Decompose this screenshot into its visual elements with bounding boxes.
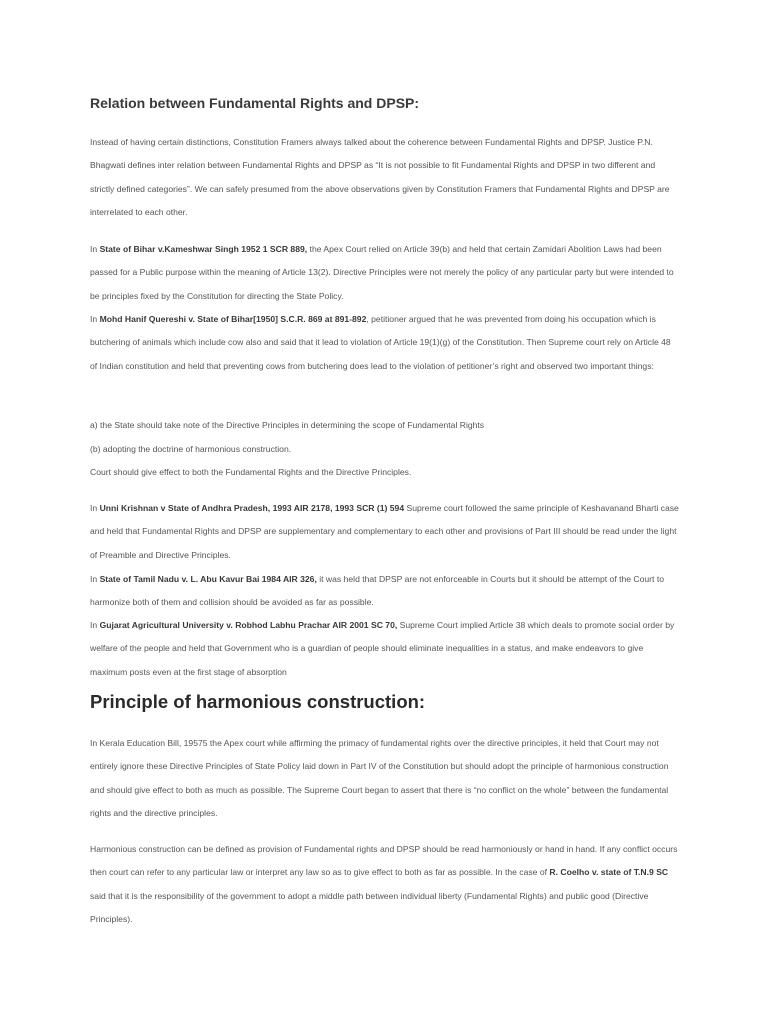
paragraph-gujarat-agricultural: In Gujarat Agricultural University v. Robhod Labhu Prachar AIR 2001 SC 70, Supreme Court implied Article 38 which deals to promote social order by welfare of the people and held that Government who is a guardian of people should eliminate inequalities in a status, and make endeavors to give maximum posts even at the first stage of absorption [90,620,675,677]
paragraph-hanif-quereshi: In Mohd Hanif Quereshi v. State of Bihar[1950] S.C.R. 869 at 891-892, petitioner argued that he was prevented from doing his occupation which is butchering of animals which include cow also and said that it lead to violation of Article 19(1)(g) of the Constitution. Then Supreme court rely on Article 48 of Indian constitution and held that preventing cows from butchering does lead to the violation of petitioner’s right and observed two important things: [90,314,671,371]
paragraph-kerala-education: In Kerala Education Bill, 19575 the Apex court while affirming the primacy of fundamental rights over the directive principles, it held that Court may not entirely ignore these Directive Principles of State Policy laid down in Part IV of the Constitution but should adopt the principle of harmonious construction and should give effect to both as much as possible. The Supreme Court began to assert that there is “no conflict on the whole” between the fundamental rights and the directive principles. [90,738,669,819]
list-item: (b) adopting the doctrine of harmonious construction. [90,444,292,454]
case-citation: Unni Krishnan v State of Andhra Pradesh, 1993 AIR 2178, 1993 SCR (1) 594 [99,503,405,513]
paragraph-coherence: Instead of having certain distinctions, Constitution Framers always talked about the coherence between Fundamental Rights and DPSP. Justice P.N. Bhagwati defines inter relation between Fundamental Rights and DPSP as “It is not possible to fit Fundamental Rights and DPSP in two different and strictly defined categories”. We can safely presumed from the above observations given by Constitution Framers that Fundamental Rights and DPSP are interrelated to each other. [90,137,670,218]
paragraph-unni-krishnan: In Unni Krishnan v State of Andhra Pradesh, 1993 AIR 2178, 1993 SCR (1) 594 Supreme court followed the same principle of Keshavanand Bharti case and held that Fundamental Rights and DPSP are supplementary and complementary to each other and provisions of Part III should be read under the light of Preamble and Directive Principles. [90,503,679,560]
list-item: a) the State should take note of the Directive Principles in determining the scope of Fundamental Rights [90,420,485,430]
case-citation: State of Tamil Nadu v. L. Abu Kavur Bai 1984 AIR 326, [99,574,317,584]
section-heading-harmonious: Principle of harmonious construction: [90,691,426,712]
paragraph-harmonious-definition: Harmonious construction can be defined as provision of Fundamental rights and DPSP should be read harmoniously or hand in hand. If any conflict occurs then court can refer to any particular law or interpret any law so as to give effect to both as far as possible. In the case of R. Coelho v. state of T.N.9 SC said that it is the responsibility of the government to adopt a middle path between individual liberty (Fundamental Rights) and public good (Directive Principles). [90,844,678,925]
section-heading-relation: Relation between Fundamental Rights and DPSP: [90,95,420,111]
list-item: Court should give effect to both the Fundamental Rights and the Directive Principles. [90,467,412,477]
paragraph-abu-kavur-bai: In State of Tamil Nadu v. L. Abu Kavur Bai 1984 AIR 326, it was held that DPSP are not enforceable in Courts but it should be attempt of the Court to harmonize both of them and collision should be avoided as far as possible. [90,574,664,608]
paragraph-kameshwar-singh: In State of Bihar v.Kameshwar Singh 1952 1 SCR 889, the Apex Court relied on Article 39(b) and held that certain Zamidari Abolition Laws had been passed for a Public purpose within the meaning of Article 13(2). Directive Principles were not merely the policy of any particular party but were intended to be principles fixed by the Constitution for directing the State Policy. [90,244,674,301]
case-citation: Mohd Hanif Quereshi v. State of Bihar[1950] S.C.R. 869 at 891-892 [99,314,367,324]
case-citation: Gujarat Agricultural University v. Robhod Labhu Prachar AIR 2001 SC 70, [99,620,398,630]
case-citation: State of Bihar v.Kameshwar Singh 1952 1 SCR 889, [99,244,308,254]
case-citation: R. Coelho v. state of T.N.9 SC [549,867,669,878]
